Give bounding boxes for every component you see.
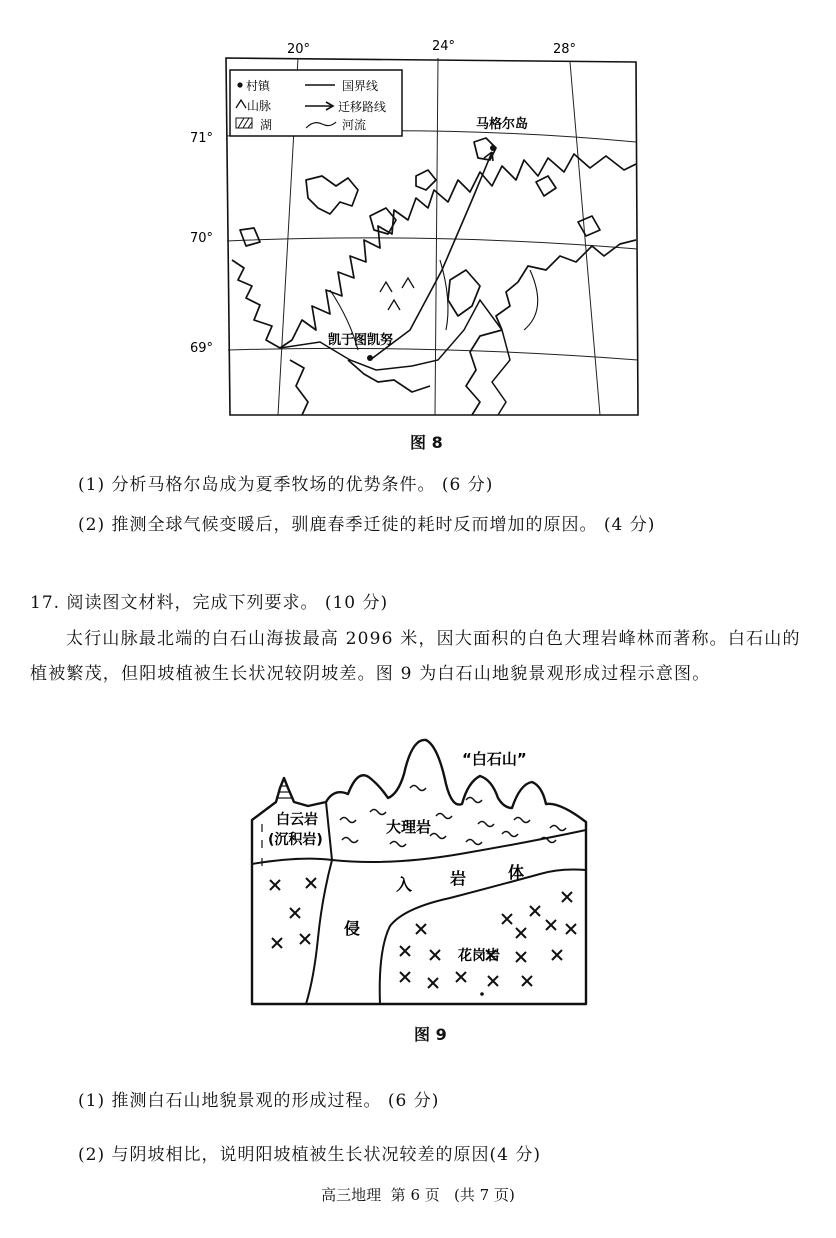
granite-dot <box>480 992 484 996</box>
coastline <box>232 138 636 415</box>
legend-town-icon <box>237 82 242 87</box>
label-marble: 大理岩 <box>386 818 432 836</box>
lon-label-24: 24° <box>432 39 456 54</box>
figure-8-caption: 图 8 <box>410 433 443 452</box>
lon-label-28: 28° <box>553 42 577 57</box>
lat-label-71: 71° <box>190 131 214 146</box>
label-dolomite: 白云岩 <box>276 812 318 828</box>
legend-mountain-label: 山脉 <box>247 99 272 113</box>
label-intrusive-ti: 体 <box>508 863 525 882</box>
figure-9-diagram <box>240 728 600 1013</box>
label-granite: 花岗岩 <box>458 948 500 964</box>
q17-heading: 17. 阅读图文材料，完成下列要求。 (10 分) <box>30 593 389 613</box>
legend-border-label: 国界线 <box>342 79 379 93</box>
q16-sub1: (1) 分析马格尔岛成为夏季牧场的优势条件。 (6 分) <box>78 475 494 495</box>
section-frame <box>252 740 586 1004</box>
legend-migration-label: 迁移路线 <box>338 100 387 114</box>
mountain-symbols <box>380 278 414 310</box>
page-footer: 高三地理 第 6 页 (共 7 页) <box>321 1186 515 1204</box>
figure-9-caption: 图 9 <box>414 1025 447 1044</box>
legend-river-label: 河流 <box>342 118 367 132</box>
map-legend <box>230 70 402 136</box>
town-dot-kautokeino <box>367 355 373 361</box>
lat-label-70: 70° <box>190 231 214 246</box>
figure-8-map <box>180 30 650 430</box>
q17-paragraph: 太行山脉最北端的白石山海拔最高 2096 米，因大面积的白色大理岩峰林而著称。白石山的植被繁茂，但阳坡植被生长状况较阴坡差。图 9 为白石山地貌景观形成过程示意图。 <box>30 629 801 684</box>
label-intrusive-ru: 入 <box>396 875 413 894</box>
place-label-kautokeino: 凯于图凯努 <box>328 333 394 348</box>
legend-lake-label: 湖 <box>260 118 273 132</box>
label-intrusive-qin: 侵 <box>344 919 361 938</box>
label-sedimentary: (沉积岩) <box>268 832 323 848</box>
label-intrusive-yan: 岩 <box>450 869 467 888</box>
lon-label-20: 20° <box>287 42 311 57</box>
q16-sub2: (2) 推测全球气候变暖后，驯鹿春季迁徙的耗时反而增加的原因。 (4 分) <box>78 515 656 535</box>
label-baishishan: “白石山” <box>462 750 527 768</box>
q17-sub1: (1) 推测白石山地貌景观的形成过程。 (6 分) <box>78 1091 440 1111</box>
lat-label-69: 69° <box>190 341 214 356</box>
q17-sub2: (2) 与阴坡相比，说明阳坡植被生长状况较差的原因(4 分) <box>78 1145 541 1165</box>
legend-town-label: 村镇 <box>246 79 271 93</box>
place-label-mageroya: 马格尔岛 <box>476 117 529 132</box>
town-dot-mageroya <box>490 145 496 151</box>
